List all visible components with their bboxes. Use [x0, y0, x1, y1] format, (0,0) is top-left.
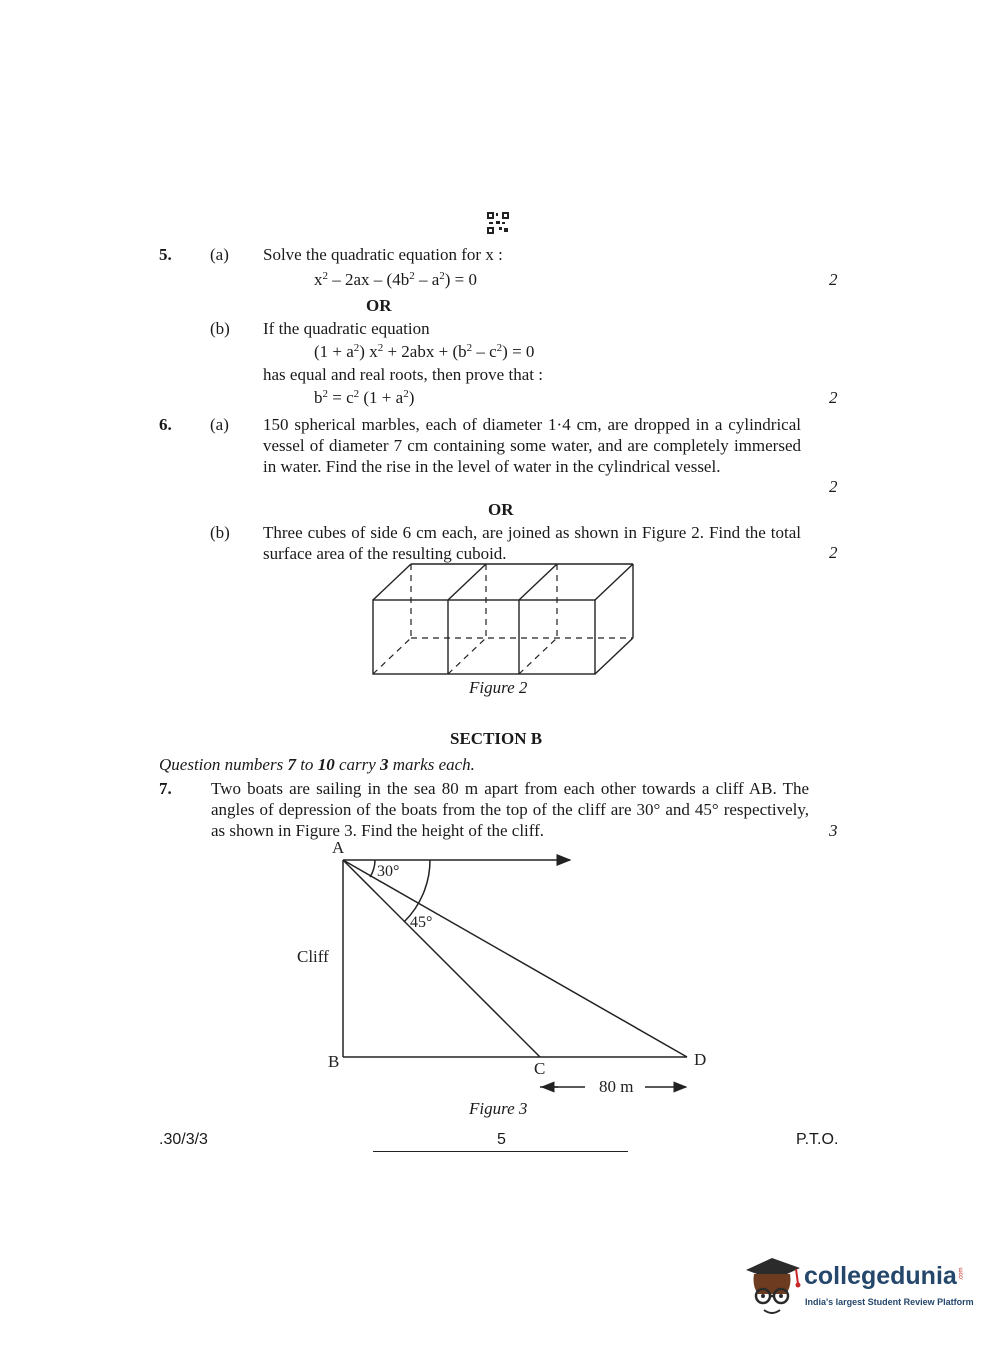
brand-dotcom: .com	[958, 1267, 965, 1281]
hidden-edges	[373, 564, 633, 674]
point-a-label: A	[332, 838, 345, 857]
figure-2-cubes	[360, 560, 650, 682]
q7-number: 7.	[159, 779, 172, 798]
paper-code: .30/3/3	[159, 1131, 208, 1148]
q6b-text: Three cubes of side 6 cm each, are joined as shown in Figure 2. Find the total surface area of the resulting cuboid.	[263, 523, 801, 563]
section-b-title: SECTION B	[450, 729, 543, 748]
figure-3-caption: Figure 3	[469, 1099, 528, 1118]
q5b-result: $b^2 = c^2$ $(1 + a^2)$	[314, 388, 415, 407]
pto-label: P.T.O.	[796, 1131, 839, 1148]
q7-text: Two boats are sailing in the sea 80 m apart from each other towards a cliff AB. The angles of depression of the boats from the top of the cliff are 30° and 45° respectively, as shown in Figure 3. Find the height of the cliff.	[211, 779, 809, 840]
cliff-label: Cliff	[297, 947, 329, 966]
brand-tagline: India's largest Student Review Platform	[805, 1297, 974, 1307]
brand-name: collegedunia	[804, 1262, 957, 1290]
cuboid-front-face	[373, 600, 595, 674]
q5-number: 5.	[159, 245, 172, 264]
qr-code-icon	[487, 212, 509, 234]
q5b-equation: $(1 + a^2)$ $x^2 + 2abx + (b^2 - c^2) = 0$	[314, 342, 535, 361]
top-edge-1	[373, 564, 411, 600]
q6a-marks: 2	[829, 477, 838, 496]
q6b-label: (b)	[210, 523, 230, 542]
point-b-label: B	[328, 1052, 340, 1071]
q6-number: 6.	[159, 415, 172, 434]
q5b-label: (b)	[210, 319, 230, 338]
q6-or: OR	[488, 500, 514, 519]
line-of-sight-d	[343, 860, 687, 1057]
q5b-marks: 2	[829, 388, 838, 407]
q5-or: OR	[366, 296, 392, 315]
distance-label: 80 m	[599, 1077, 634, 1096]
bottom-right-edge	[595, 638, 633, 674]
q5a-label: (a)	[210, 245, 229, 264]
q6a-text: 150 spherical marbles, each of diameter 1·4 cm, are dropped in a cylindrical vessel of diameter 7 cm containing some water, and are completely immersed in water. Find the rise in the level of water in the cylindrical vessel.	[263, 415, 801, 476]
q6a-label: (a)	[210, 415, 229, 434]
line-of-sight-c	[343, 860, 540, 1057]
angle-45-label: 45°	[410, 914, 433, 931]
section-b-instruction: Question numbers 7 to 10 carry 3 marks each.	[159, 755, 475, 774]
q5a-marks: 2	[829, 270, 838, 289]
point-c-label: C	[534, 1059, 546, 1078]
q5a-equation: $x^2 - 2ax - (4b^2 - a^2) = 0$	[314, 270, 478, 289]
point-d-label: D	[694, 1050, 707, 1069]
q5b-text2: has equal and real roots, then prove that :	[263, 365, 543, 384]
footer-rule	[373, 1151, 628, 1152]
angle-45-arc	[404, 860, 430, 922]
top-edge-3	[519, 564, 557, 600]
figure-3-cliff	[290, 835, 710, 1100]
q5b-text: If the quadratic equation	[263, 319, 430, 338]
collegedunia-mascot-icon	[742, 1250, 806, 1320]
q5a-text: Solve the quadratic equation for x :	[263, 245, 503, 264]
angle-30-label: 30°	[377, 863, 400, 880]
angle-30-arc	[370, 860, 375, 877]
q7-marks: 3	[829, 821, 838, 840]
top-edge-4	[595, 564, 633, 600]
top-edge-2	[448, 564, 486, 600]
q6b-marks: 2	[829, 543, 838, 562]
page-number: 5	[497, 1131, 506, 1148]
figure-2-caption: Figure 2	[469, 678, 528, 697]
